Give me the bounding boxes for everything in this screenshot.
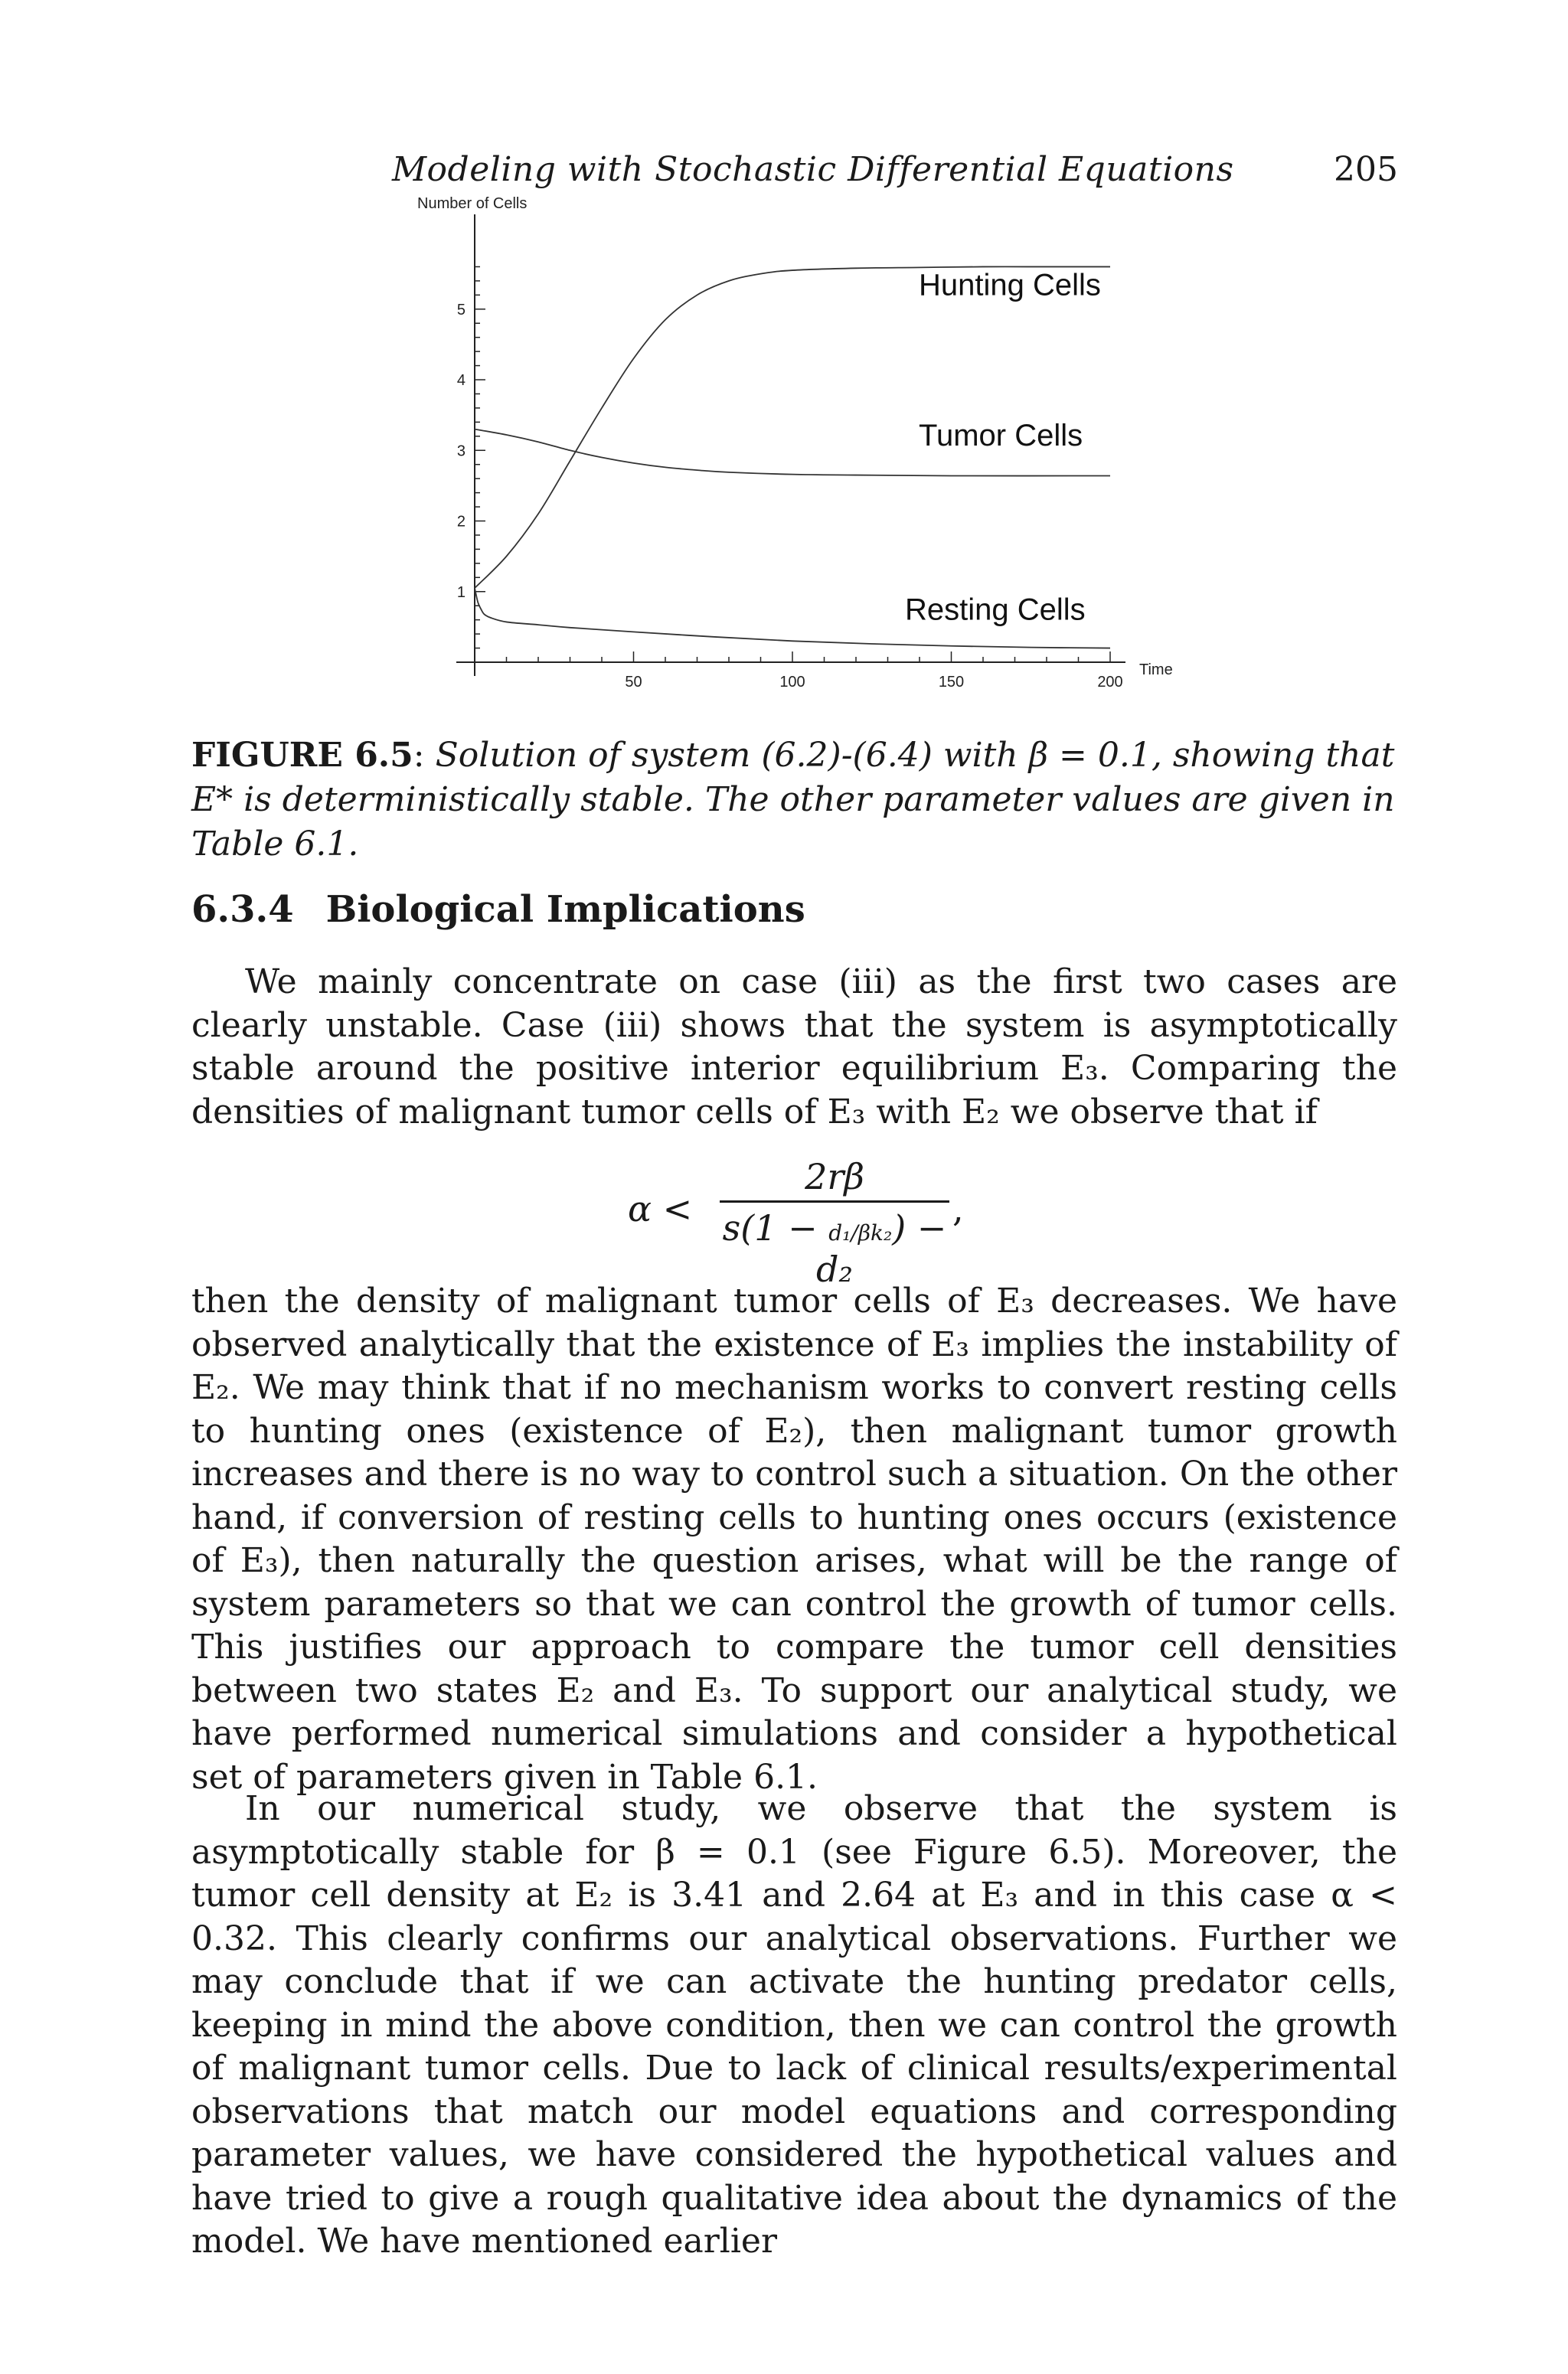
section-title: Biological Implications <box>325 888 805 931</box>
x-tick-label: 100 <box>779 674 805 691</box>
equation-fraction <box>720 1156 949 1290</box>
equation-comma: , <box>952 1188 964 1229</box>
paragraph-2: then the density of malignant tumor cells of E₃ decreases. We have observed analytically that the existence of E₃ implies the instability of E₂. We may think that if no mechanism works to convert resting cells to hunting ones (existence of E₂), then malignant tumor growth increases and there is no way to control such a situation. On the other hand, if conversion of resting cells to hunting ones occurs (existence of E₃), then naturally the question arises, what will be the range of system parameters so that we can control the growth of tumor cells. This justifies our approach to compare the tumor cell densities between two states E₂ and E₃. To support our analytical study, we have performed numerical simulations and consider a hypothetical set of parameters given in Table 6.1. <box>191 1282 1397 1797</box>
paragraph-1: We mainly concentrate on case (iii) as the first two cases are clearly unstable. Case (iii) shows that the system is asymptotically stable around the positive interior equilibrium E₃. Comparing the densities of malignant tumor cells of E₃ with E₂ we observe that if <box>191 962 1397 1131</box>
equation-numerator: 2rβ <box>805 1156 864 1197</box>
running-head <box>0 150 1568 196</box>
equation-denominator-start: s(1 − <box>722 1207 829 1249</box>
figure-chart <box>383 195 1225 712</box>
y-tick-label: 5 <box>456 301 466 318</box>
y-tick-label: 2 <box>456 513 466 531</box>
caption-text: Solution of system (6.2)-(6.4) with β = 0.1, showing that E* is deterministically stable. The other parameter values are given in Table 6.1. <box>191 736 1395 864</box>
equation-denominator-end: ) − d₂ <box>816 1207 947 1290</box>
y-tick-label: 4 <box>456 372 466 390</box>
figure-caption <box>191 733 1397 867</box>
caption-label: FIGURE 6.5 <box>191 736 413 775</box>
paragraph-3: In our numerical study, we observe that the system is asymptotically stable for β = 0.1 (see Figure 6.5). Moreover, the tumor cell density at E₂ is 3.41 and 2.64 at E₃ and in this case α < 0.32. This clearly confirms our analytical observations. Further we may conclude that if we can activate the hunting predator cells, keeping in mind the above condition, then we can control the growth of malignant tumor cells. Due to lack of clinical results/experimental observations that match our model equations and corresponding parameter values, we have considered the hypothetical values and have tried to give a rough qualitative idea about the dynamics of the model. We have mentioned earlier <box>191 1789 1397 2261</box>
x-tick-label: 200 <box>1097 674 1123 691</box>
display-equation <box>0 1156 1568 1290</box>
y-axis-label: Number of Cells <box>417 195 528 212</box>
section-number: 6.3.4 <box>191 888 294 931</box>
running-head-title: Modeling with Stochastic Differential Equations <box>392 150 1234 189</box>
y-tick-label: 3 <box>456 442 466 460</box>
x-tick-label: 150 <box>938 674 965 691</box>
caption-colon: : <box>413 736 436 775</box>
series-label-resting-cells: Resting Cells <box>905 593 1086 627</box>
equation-denominator <box>720 1207 949 1290</box>
equation-lhs: α < <box>628 1188 693 1229</box>
equation-inner-fraction: d₁/βk₂ <box>828 1220 893 1246</box>
y-tick-label: 1 <box>456 583 466 601</box>
section-heading <box>191 888 805 931</box>
series-label-hunting-cells: Hunting Cells <box>919 268 1101 302</box>
x-axis-label: Time <box>1139 661 1173 678</box>
chart-series-group <box>475 266 1110 648</box>
page-number: 205 <box>1334 150 1398 189</box>
x-tick-label: 50 <box>625 674 642 691</box>
series-label-tumor-cells: Tumor Cells <box>919 418 1083 452</box>
equation-fraction-bar <box>720 1200 949 1203</box>
